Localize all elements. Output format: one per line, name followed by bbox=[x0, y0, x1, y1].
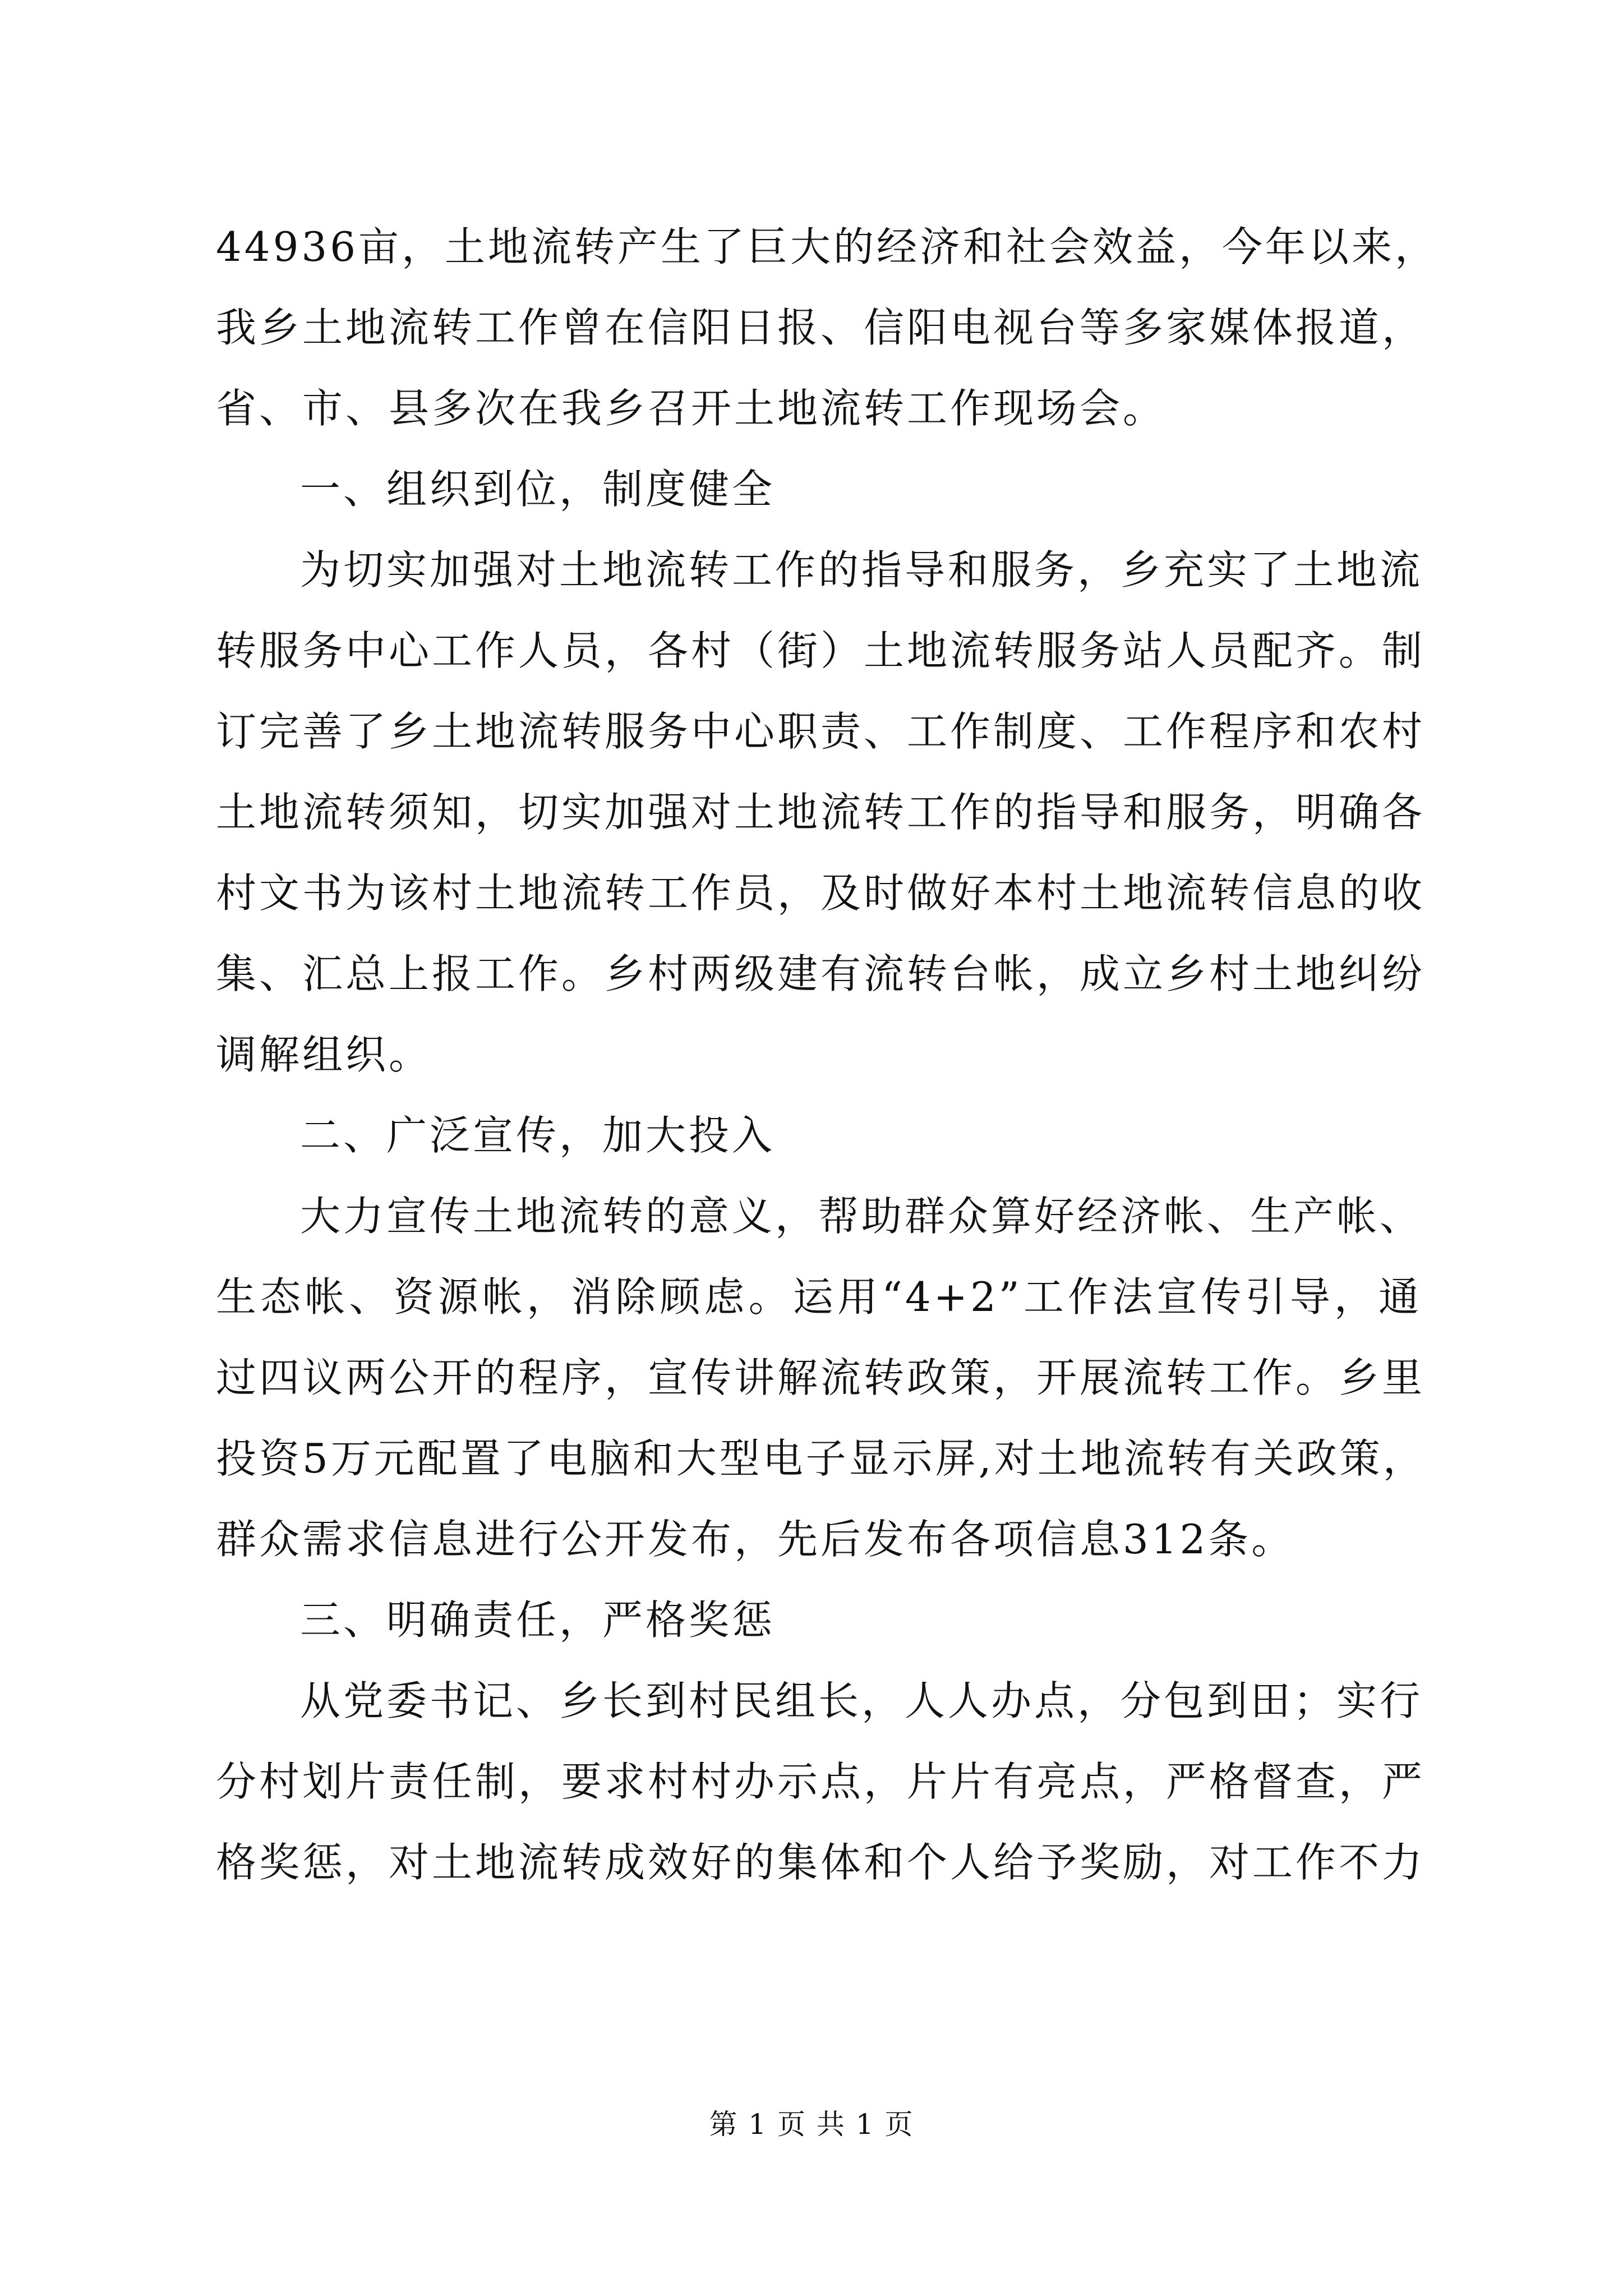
text-line: 集、汇总上报工作。乡村两级建有流转台帐，成立乡村土地纠纷 bbox=[216, 950, 1426, 997]
text-line: 格奖惩，对土地流转成效好的集体和个人给予奖励，对工作不力 bbox=[216, 1839, 1426, 1886]
text-line: 村文书为该村土地流转工作员，及时做好本村土地流转信息的收 bbox=[216, 869, 1426, 917]
document-body bbox=[216, 206, 1438, 1903]
text-line: 订完善了乡土地流转服务中心职责、工作制度、工作程序和农村 bbox=[216, 708, 1426, 755]
text-line: 为切实加强对土地流转工作的指导和服务，乡充实了土地流 bbox=[300, 546, 1423, 593]
text-line: 转服务中心工作人员，各村（街）土地流转服务站人员配齐。制 bbox=[216, 627, 1426, 674]
text-line: 省、市、县多次在我乡召开土地流转工作现场会。 bbox=[216, 385, 1166, 432]
text-line: 土地流转须知，切实加强对土地流转工作的指导和服务，明确各 bbox=[216, 789, 1426, 836]
text-line: 44936亩，土地流转产生了巨大的经济和社会效益，今年以来， bbox=[216, 223, 1438, 270]
text-line: 调解组织。 bbox=[216, 1031, 432, 1078]
text-line: 分村划片责任制，要求村村办示点，片片有亮点，严格督查，严 bbox=[216, 1758, 1426, 1805]
section-heading-3: 三、明确责任，严格奖惩 bbox=[300, 1596, 776, 1644]
text-line: 投资5万元配置了电脑和大型电子显示屏,对土地流转有关政策， bbox=[216, 1435, 1426, 1482]
text-line: 从党委书记、乡长到村民组长，人人办点，分包到田；实行 bbox=[300, 1677, 1423, 1724]
page-footer: 第 1 页 共 1 页 bbox=[709, 2108, 914, 2141]
text-line: 我乡土地流转工作曾在信阳日报、信阳电视台等多家媒体报道， bbox=[216, 304, 1426, 351]
section-heading-2: 二、广泛宣传，加大投入 bbox=[300, 1112, 776, 1159]
text-line: 过四议两公开的程序，宣传讲解流转政策，开展流转工作。乡里 bbox=[216, 1354, 1426, 1401]
text-line: 大力宣传土地流转的意义，帮助群众算好经济帐、生产帐、 bbox=[300, 1193, 1423, 1240]
text-line: 群众需求信息进行公开发布，先后发布各项信息312条。 bbox=[216, 1516, 1295, 1563]
section-heading-1: 一、组织到位，制度健全 bbox=[300, 466, 776, 513]
text-line: 生态帐、资源帐，消除顾虑。运用“4+2”工作法宣传引导，通 bbox=[216, 1273, 1422, 1320]
